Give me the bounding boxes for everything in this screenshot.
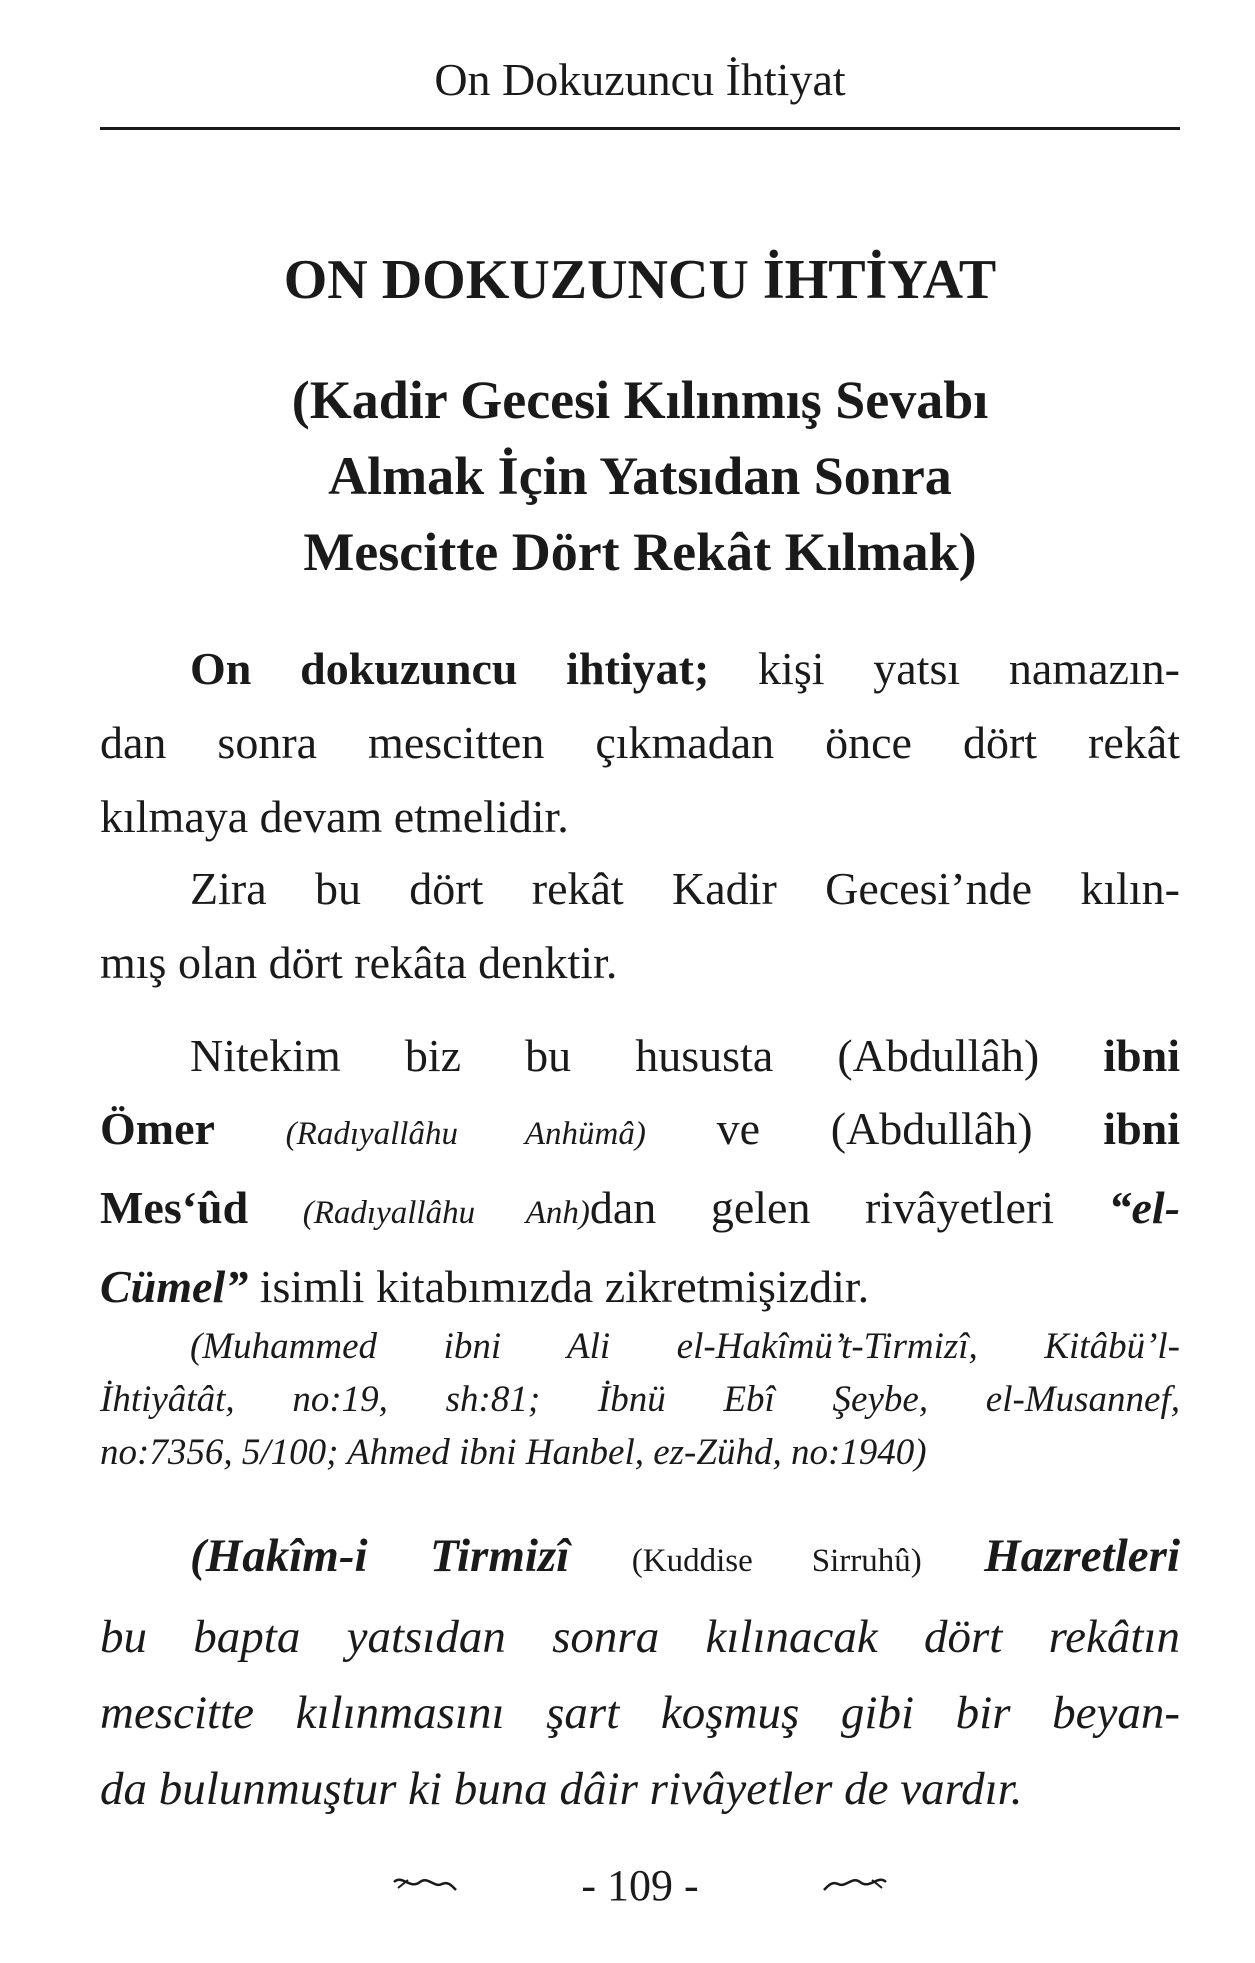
paragraph-line: dan sonra mescitten çıkmadan önce dört rekât <box>100 717 1180 768</box>
page-footer <box>100 1860 1180 1920</box>
book-title: Cümel” <box>100 1261 249 1312</box>
chapter-title: ON DOKUZUNCU İHTİYAT <box>283 249 997 311</box>
chapter-subtitle <box>160 362 1120 590</box>
subtitle-line: Mescitte Dört Rekât Kılmak) <box>303 522 977 582</box>
text-run: isimli kitabımızda zikretmişizdir. <box>259 1261 870 1312</box>
citation <box>100 1320 1180 1479</box>
name-omer: Ömer <box>100 1103 215 1154</box>
paragraph-line: kılmaya devam etmelidir. <box>100 791 569 842</box>
paragraph-lead: On dokuzuncu ihtiyat; <box>190 643 710 694</box>
page-number: - 109 - <box>581 1861 699 1910</box>
name-ibni: ibni <box>1103 1103 1181 1154</box>
paragraph-line: Zira bu dört rekât Kadir Gecesi’nde kılın- <box>190 863 1180 914</box>
paragraph-2 <box>100 852 1180 1000</box>
paragraph-line: bu bapta yatsıdan sonra kılınacak dört rekâtın <box>100 1611 1180 1663</box>
citation-line: İhtiyâtât, no:19, sh:81; İbnü Ebî Şeybe, el-Musannef, <box>100 1379 1180 1420</box>
paragraph-3 <box>100 1019 1180 1323</box>
paragraph-line: mescitte kılınmasını şart koşmuş gibi bir beyan- <box>100 1687 1180 1739</box>
running-head: On Dokuzuncu İhtiyat <box>434 54 846 105</box>
right-ornament-icon <box>820 1868 890 1898</box>
text-run: Nitekim biz bu hususta (Abdullâh) <box>190 1030 1040 1081</box>
paragraph-1 <box>100 632 1180 854</box>
paragraph-line: mış olan dört rekâta denktir. <box>100 937 618 988</box>
paragraph-line <box>100 632 1180 706</box>
paragraph-line: da bulunmuştur ki buna dâir rivâyetler de vardır. <box>100 1763 1023 1815</box>
subtitle-line: Almak İçin Yatsıdan Sonra <box>328 446 952 506</box>
text-run: dan gelen rivâyetleri <box>589 1182 1054 1233</box>
citation-line: no:7356, 5/100; Ahmed ibni Hanbel, ez-Zühd, no:1940) <box>100 1432 927 1473</box>
honorific: (Radıyallâhu Anhümâ) <box>285 1116 646 1152</box>
header-rule <box>100 127 1180 130</box>
text-run: kişi yatsı namazın- <box>758 643 1181 694</box>
honorific: (Kuddise Sirruhû) <box>631 1543 922 1579</box>
honorific: (Radıyallâhu Anh) <box>302 1195 590 1231</box>
paragraph-line <box>100 1019 1180 1092</box>
paragraph-line <box>100 1518 1180 1599</box>
paragraph-line <box>100 1250 1180 1323</box>
text-run: ve (Abdullâh) <box>716 1103 1033 1154</box>
paragraph-line <box>100 1092 1180 1171</box>
citation-line: (Muhammed ibni Ali el-Hakîmü’t-Tirmizî, Kitâbü’l- <box>190 1326 1180 1367</box>
paragraph-line <box>100 1171 1180 1250</box>
name-ibni: ibni <box>1103 1030 1180 1081</box>
name-mesud: Mes‘ûd <box>100 1182 249 1233</box>
name-hakim-tirmizi: (Hakîm-i Tirmizî <box>190 1530 570 1582</box>
paragraph-4 <box>100 1518 1180 1827</box>
subtitle-line: (Kadir Gecesi Kılınmış Sevabı <box>291 370 989 430</box>
title-hazretleri: Hazretleri <box>984 1530 1180 1582</box>
book-title: “el- <box>1108 1182 1181 1233</box>
